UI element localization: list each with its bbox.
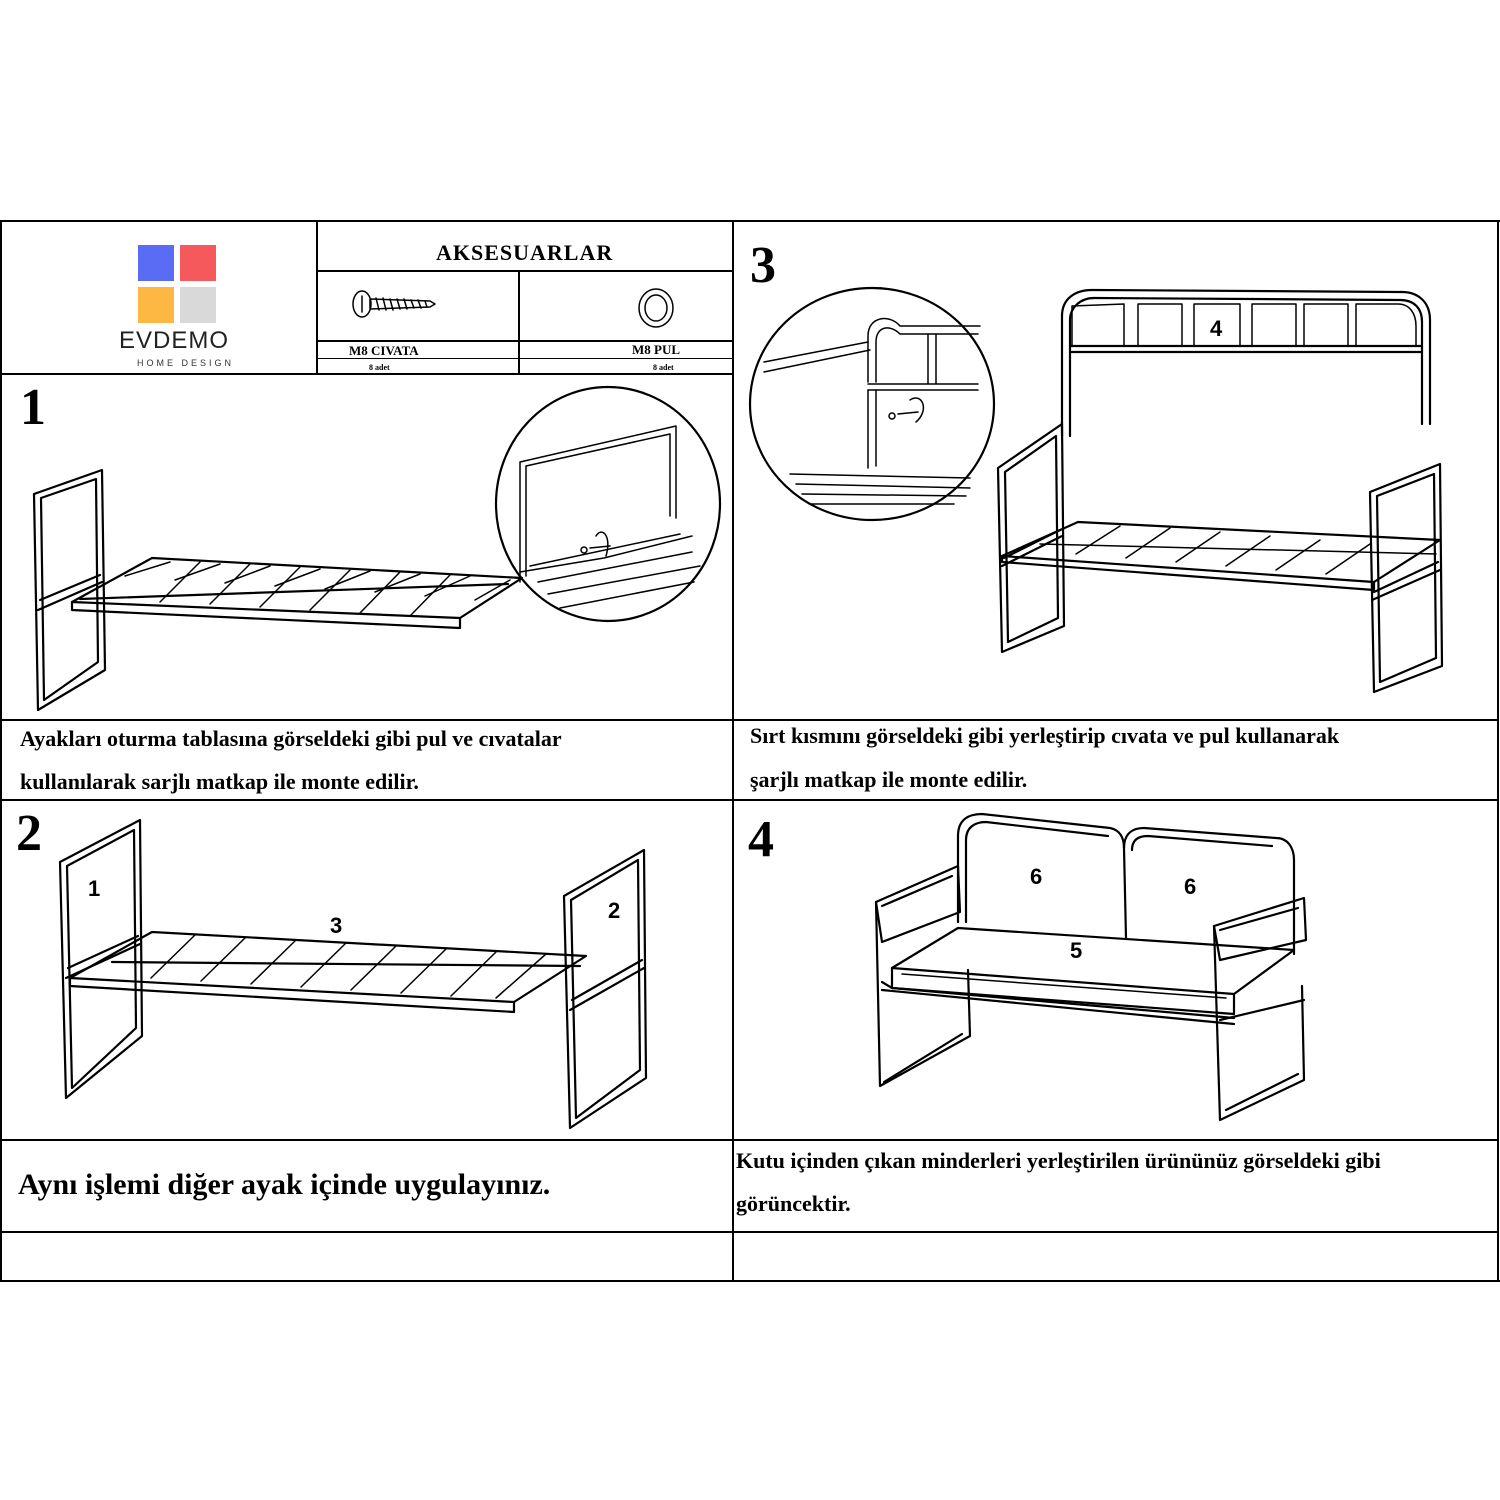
step4-label-back-cushion-left: 6 — [1030, 864, 1043, 889]
step-number-1: 1 — [20, 379, 46, 436]
accessory-name-bolt: M8 CIVATA — [349, 343, 419, 358]
accessory-qty-washer: 8 adet — [653, 363, 674, 372]
step4-label-seat-cushion: 5 — [1070, 938, 1083, 963]
step1-caption-line1: Ayakları oturma tablasına görseldeki gibi pul ve cıvatalar — [20, 726, 562, 751]
logo-square-yellow — [138, 287, 174, 323]
instruction-sheet — [0, 220, 1500, 1282]
step2-illustration — [56, 818, 656, 1128]
step4-illustration — [874, 810, 1314, 1100]
step3-detail-circle — [750, 286, 1000, 522]
step2-label-leg-right: 2 — [608, 898, 621, 923]
border-bottom — [0, 1280, 1500, 1282]
step3-label-backrest: 4 — [1210, 316, 1223, 341]
step3-illustration — [996, 286, 1446, 681]
accessories-title: AKSESUARLAR — [436, 240, 614, 265]
accessory-title-line — [316, 270, 733, 272]
step4-caption-line1: Kutu içinden çıkan minderleri yerleştirilen ürününüz görseldeki gibi — [736, 1148, 1381, 1173]
center-divider — [732, 220, 734, 1282]
accessory-name-washer: M8 PUL — [632, 342, 681, 357]
step-number-4: 4 — [748, 811, 774, 868]
step1-illustration — [30, 460, 530, 710]
step-number-2: 2 — [16, 805, 42, 862]
brand-tagline: HOME DESIGN — [137, 358, 235, 368]
logo-square-blue — [138, 245, 174, 281]
logo-square-gray — [180, 287, 216, 323]
accessory-qty-bolt: 8 adet — [369, 363, 390, 372]
step1-detail-circle — [494, 386, 724, 626]
step4-label-back-cushion-right: 6 — [1184, 874, 1197, 899]
step2-label-leg-left: 1 — [88, 876, 101, 901]
border-right — [1497, 220, 1499, 1282]
logo-square-red — [180, 245, 216, 281]
step2-label-seat: 3 — [330, 913, 343, 938]
step3-caption-line2: şarjlı matkap ile monte edilir. — [750, 767, 1028, 792]
step3-caption-line1: Sırt kısmını görseldeki gibi yerleştirip cıvata ve pul kullanarak — [750, 723, 1340, 748]
step2-caption-top — [0, 1139, 733, 1141]
step4-caption-line2: görüncektir. — [736, 1191, 851, 1216]
washer-icon — [636, 288, 686, 338]
border-left — [0, 220, 2, 1282]
step2-caption: Aynı işlemi diğer ayak içinde uygulayınız. — [18, 1168, 551, 1201]
brand-name: EVDEMO — [119, 327, 230, 354]
step2-caption-bottom — [0, 1231, 733, 1233]
step4-caption-bottom — [733, 1231, 1499, 1233]
step-number-3: 3 — [750, 237, 776, 294]
accessory-col-divider — [518, 270, 520, 374]
bolt-icon — [350, 290, 440, 330]
header-bottom — [0, 373, 733, 375]
step1-caption-line2: kullanılarak sarjlı matkap ile monte edilir. — [20, 769, 419, 794]
border-top — [0, 220, 1500, 222]
header-divider — [316, 220, 318, 374]
